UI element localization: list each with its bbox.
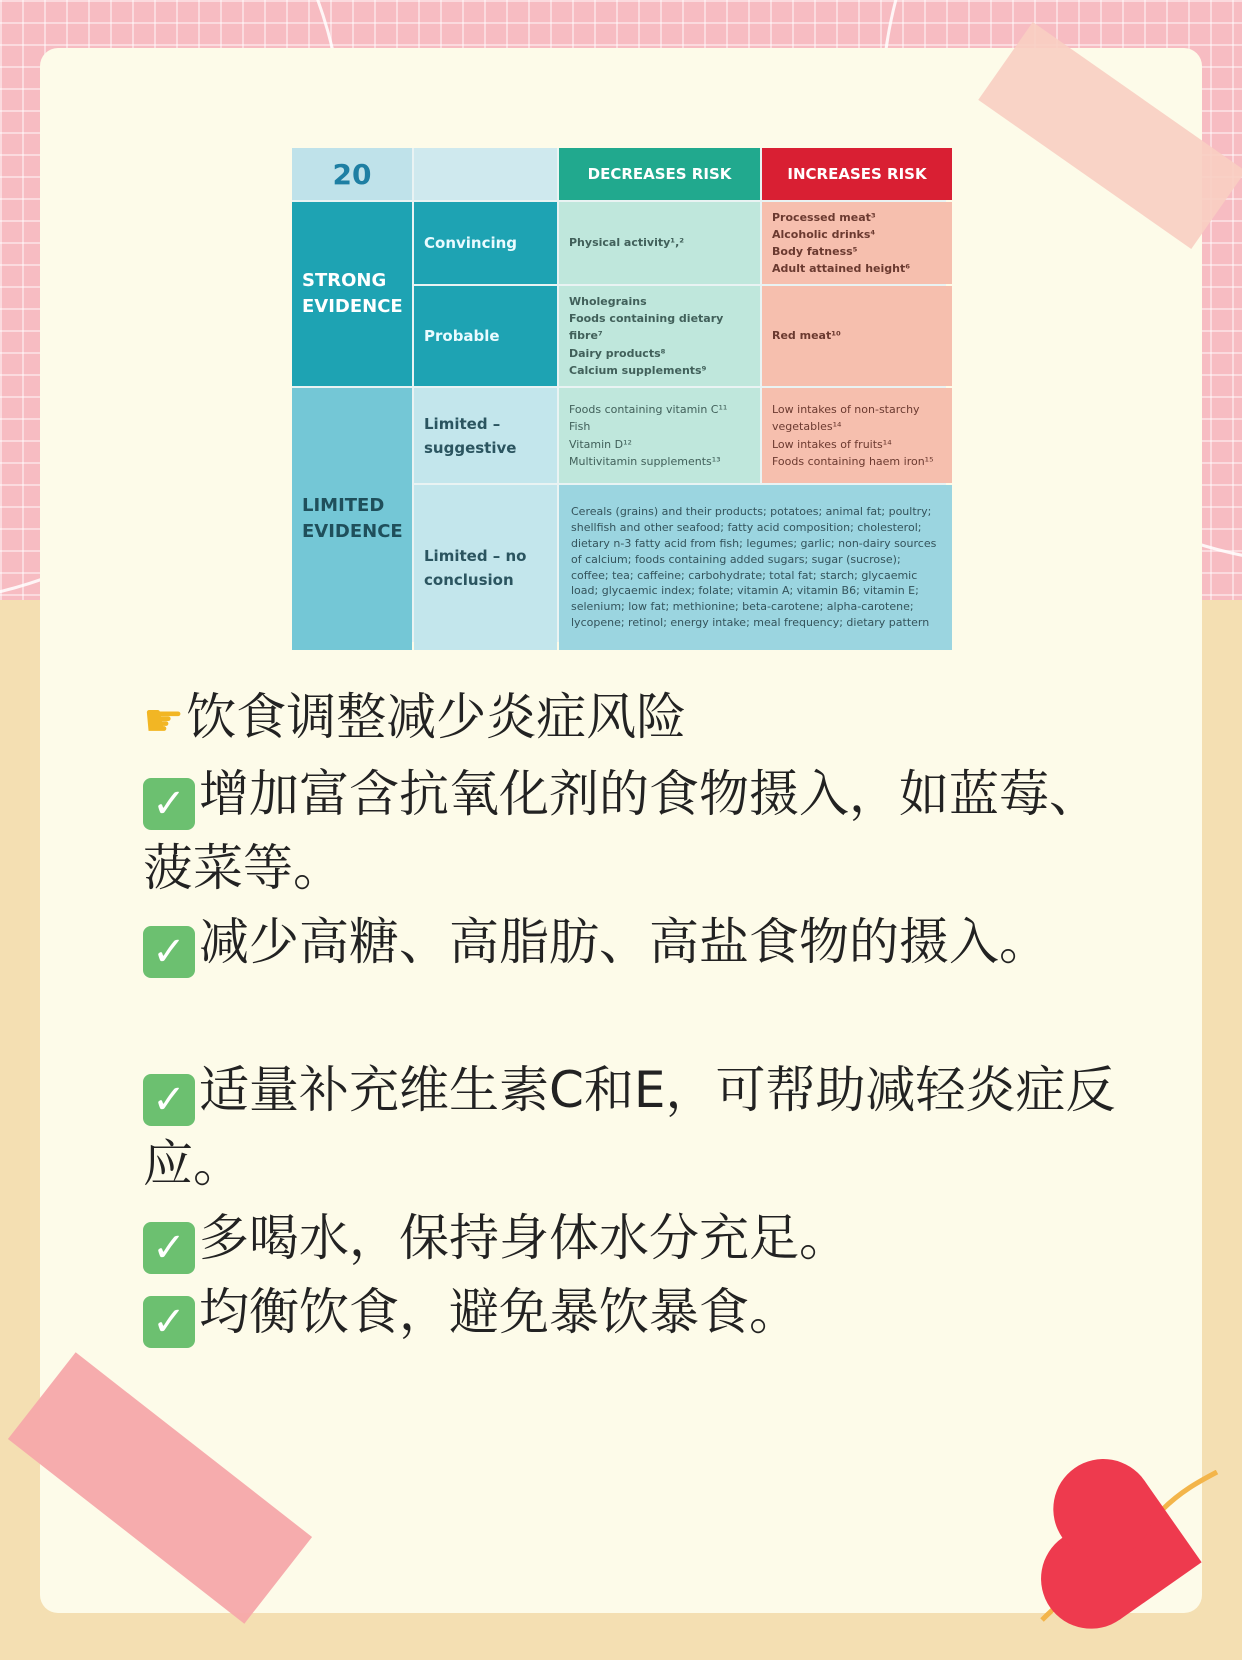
evidence-table	[292, 148, 946, 642]
check-mark-icon: ✓	[143, 1296, 195, 1348]
pointing-hand-icon: ☛	[143, 693, 185, 747]
table-header-blank	[414, 148, 557, 200]
table-cell-line: Adult attained height⁶	[772, 262, 911, 276]
list-item-text: 增加富含抗氧化剂的食物摄入，如蓝莓、菠菜等。	[143, 765, 1099, 897]
row-label-limited-suggestive: Limited – suggestive	[414, 388, 557, 483]
list-item-text: 减少高糖、高脂肪、高盐食物的摄入。	[199, 913, 1049, 971]
list-item	[143, 757, 1133, 905]
table-cell-line: Low intakes of fruits¹⁴	[772, 437, 892, 451]
table-cell-line: Foods containing haem iron¹⁵	[772, 454, 934, 468]
cell-probable-increases	[762, 286, 952, 386]
table-cell-line: Body fatness⁵	[772, 245, 858, 258]
table-cell-line: Physical activity¹,²	[569, 236, 685, 250]
cell-suggestive-increases	[762, 388, 952, 483]
table-cell-line: Dairy products⁸	[569, 346, 666, 360]
table-cell-line: Vitamin D¹²	[569, 437, 632, 451]
list-item	[143, 1275, 1133, 1349]
row-label-convincing: Convincing	[414, 202, 557, 284]
cell-convincing-increases	[762, 202, 952, 284]
table-cell-line: Foods containing vitamin C¹¹	[569, 403, 728, 417]
limited-evidence-label: LIMITED EVIDENCE	[292, 388, 412, 650]
table-corner-label: 20	[292, 148, 412, 200]
list-item-text: 多喝水，保持身体水分充足。	[199, 1209, 849, 1267]
row-label-probable: Probable	[414, 286, 557, 386]
check-mark-icon: ✓	[143, 778, 195, 830]
check-mark-icon: ✓	[143, 1222, 195, 1274]
list-item-text: 均衡饮食，避免暴饮暴食。	[199, 1283, 799, 1341]
list-item	[143, 1201, 1133, 1275]
check-mark-icon: ✓	[143, 926, 195, 978]
cell-suggestive-decreases	[559, 388, 760, 483]
table-cell-line: Processed meat³	[772, 210, 876, 224]
header-increases-risk: INCREASES RISK	[762, 148, 952, 200]
header-decreases-risk: DECREASES RISK	[559, 148, 760, 200]
strong-evidence-label: STRONG EVIDENCE	[292, 202, 412, 386]
table-cell-line: Calcium supplements⁹	[569, 363, 707, 377]
cell-no-conclusion: Cereals (grains) and their products; potatoes; animal fat; poultry; shellfish and other seafood; fatty acid composition; cholesterol; dietary n-3 fatty acid from fish; legumes; garlic; non-dairy sources of calcium; foods containing added sugars; sugar (sucrose); coffee; tea; caffeine; carbohydrate; total fat; starch; glycaemic load; glycaemic index; folate; vitamin A; vitamin B6; vitamin E; selenium; low fat; methionine; beta-carotene; alpha-carotene; lycopene; retinol; energy intake; meal frequency; dietary pattern	[559, 485, 952, 650]
table-cell-line: Foods containing dietary fibre⁷	[569, 312, 724, 343]
check-mark-icon: ✓	[143, 1074, 195, 1126]
table-cell-line: Fish	[569, 420, 591, 434]
spacer	[143, 979, 1133, 1053]
heart-decoration	[1032, 1470, 1222, 1640]
list-item	[143, 1053, 1133, 1201]
row-label-limited-no-conclusion: Limited – no conclusion	[414, 485, 557, 650]
table-cell-line: Low intakes of non-starchy vegetables¹⁴	[772, 403, 920, 434]
list-heading	[143, 680, 1133, 757]
tape-decoration	[8, 1352, 312, 1623]
table-cell-line: Red meat¹⁰	[772, 329, 841, 343]
table-cell-line: Multivitamin supplements¹³	[569, 454, 721, 468]
cell-probable-decreases	[559, 286, 760, 386]
advice-list	[143, 680, 1133, 1349]
table-cell-line: Wholegrains	[569, 295, 647, 309]
list-item-text: 适量补充维生素C和E，可帮助减轻炎症反应。	[143, 1061, 1116, 1193]
list-item	[143, 905, 1133, 979]
heading-text: 饮食调整减少炎症风险	[186, 688, 687, 746]
table-cell-line: Alcoholic drinks⁴	[772, 227, 876, 241]
cell-convincing-decreases	[559, 202, 760, 284]
